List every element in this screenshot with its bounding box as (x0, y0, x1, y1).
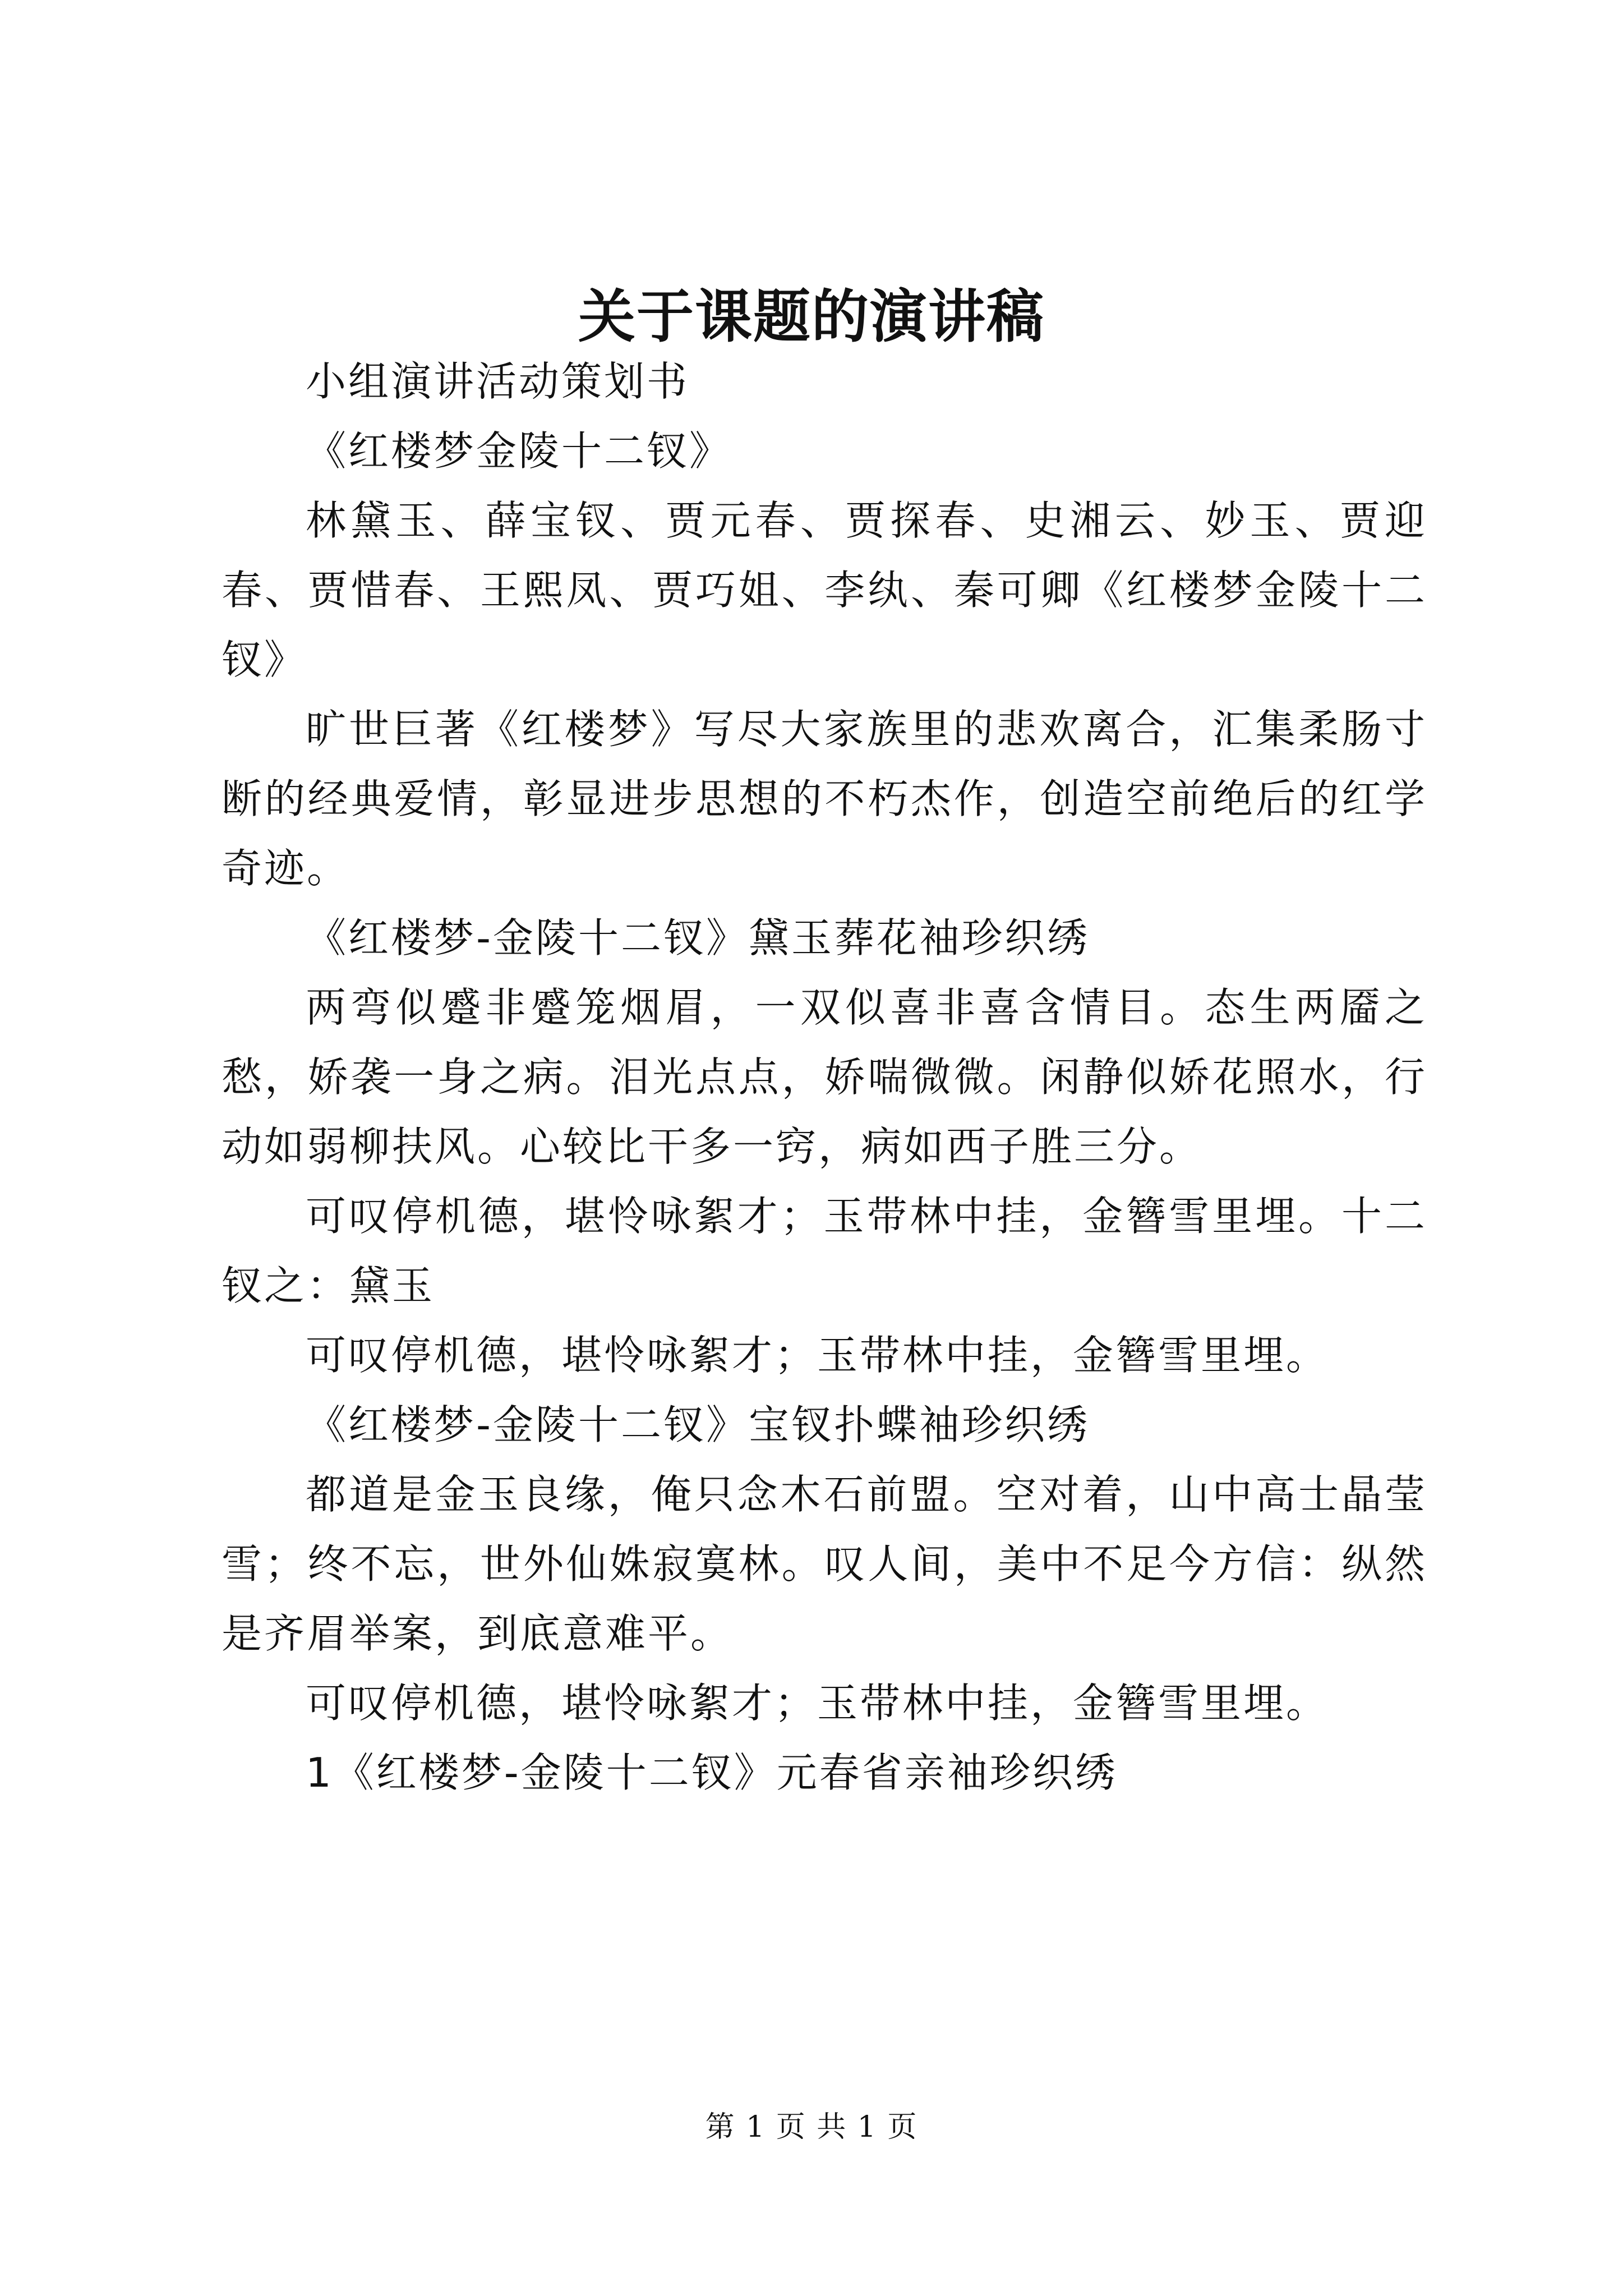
paragraph: 《红楼梦金陵十二钗》 (306, 427, 732, 475)
paragraph: 林黛玉、薛宝钗、贾元春、贾探春、史湘云、妙玉、贾迎春、贾惜春、王熙凤、贾巧姐、李纨、秦可卿《红楼梦金陵十二钗》 (222, 497, 1427, 683)
page-number-footer: 第 1 页 共 1 页 (705, 2110, 918, 2144)
paragraph: 《红楼梦-金陵十二钗》宝钗扑蝶袖珍织绣 (306, 1401, 1090, 1448)
paragraph: 旷世巨著《红楼梦》写尽大家族里的悲欢离合，汇集柔肠寸断的经典爱情，彰显进步思想的不朽杰作，创造空前绝后的红学奇迹。 (222, 706, 1427, 892)
paragraph: 1《红楼梦-金陵十二钗》元春省亲袖珍织绣 (306, 1749, 1118, 1796)
paragraph: 可叹停机德，堪怜咏絮才；玉带林中挂，金簪雪里埋。 (306, 1332, 1329, 1379)
paragraph: 都道是金玉良缘，俺只念木石前盟。空对着，山中高士晶莹雪；终不忘，世外仙姝寂寞林。叹人间，美中不足今方信：纵然是齐眉举案，到底意难平。 (222, 1471, 1427, 1657)
document-body (222, 347, 1427, 1807)
paragraph: 《红楼梦-金陵十二钗》黛玉葬花袖珍织绣 (306, 914, 1090, 961)
paragraph: 可叹停机德，堪怜咏絮才；玉带林中挂，金簪雪里埋。十二钗之：黛玉 (222, 1193, 1427, 1309)
document-title: 关于课题的演讲稿 (578, 283, 1045, 351)
paragraph: 两弯似蹙非蹙笼烟眉，一双似喜非喜含情目。态生两靥之愁，娇袭一身之病。泪光点点，娇喘微微。闲静似娇花照水，行动如弱柳扶风。心较比干多一窍，病如西子胜三分。 (222, 984, 1427, 1170)
paragraph: 可叹停机德，堪怜咏絮才；玉带林中挂，金簪雪里埋。 (306, 1680, 1329, 1727)
paragraph: 小组演讲活动策划书 (306, 358, 690, 405)
